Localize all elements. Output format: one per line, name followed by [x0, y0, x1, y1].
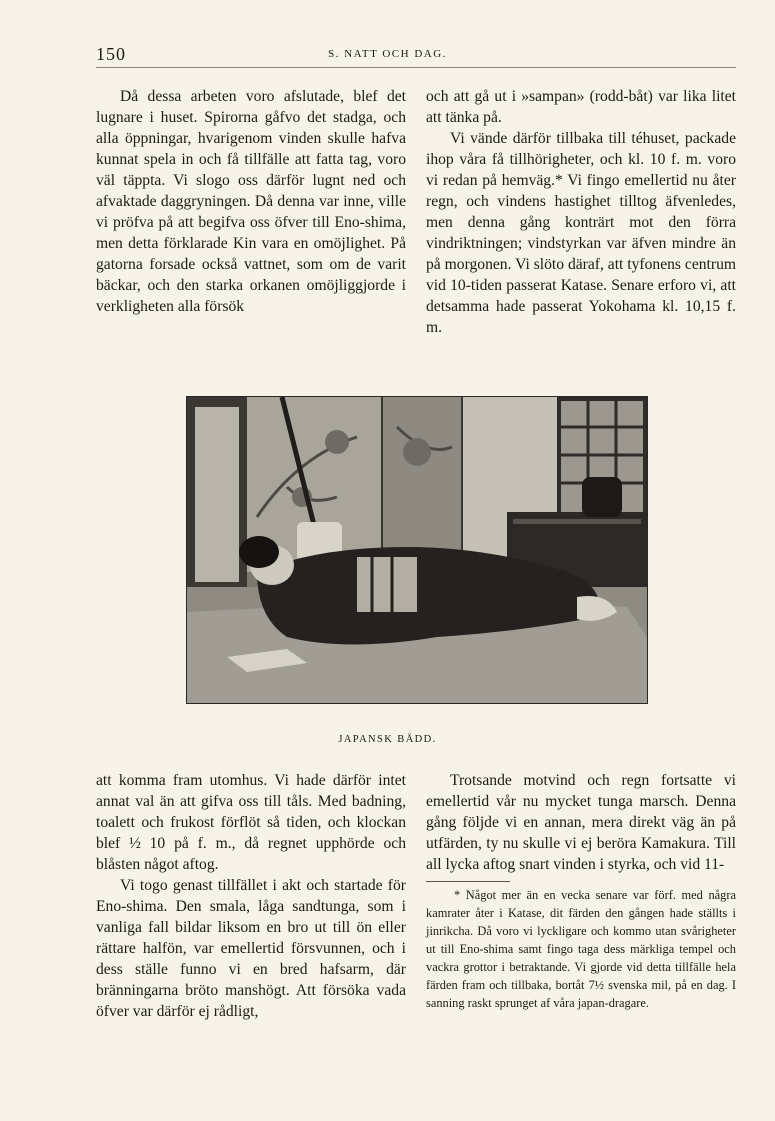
paragraph: Vi vände därför tillbaka till téhuset, packade ihop våra få tillhörigheter, och kl. 10 f. m. voro vi redan på hemväg.* Vi fingo emellertid nu åter regn, och vindens hastighet tilltog äfvenledes, men denna gång konträrt mot den förra vindriktningen; vindstyrkan var äfven mindre än på morgonen. Vi slöto däraf, att tyfonens centrum vid 10-tiden passerat Katase. Senare erforo vi, att detsamma hade passerat Yokohama kl. 10,15 f. m.: [426, 130, 736, 336]
hair: [239, 536, 279, 568]
left-paper-panel: [195, 407, 239, 582]
paragraph: att komma fram utomhus. Vi hade därför intet annat val än att gifva oss till tåls. Med badning, toalett och frukost förflöt så tiden, och klockan blef ½ 10 på f. m., då regnet upphörde och blåsten något aftog.: [96, 772, 406, 873]
paragraph: Trotsande motvind och regn fortsatte vi emellertid vår nu mycket tunga marsch. Denna gång följde vi en annan, mera direkt väg än på utfärden, ty nu skulle vi ej beröra Kamakura. Till all lycka aftog snart vinden i styrka, och vid 11-: [426, 772, 736, 873]
painted-screen-mid: [382, 397, 462, 572]
paragraph: Vi togo genast tillfället i akt och startade för Eno-shima. Den smala, låga sandtunga, som i vanliga fall bildar liksom en bro ut till ön eller rättare halfön, var emellertid försvunnen, och i dess ställe funno vi en bred hafsarm, där bränningarna bröto manshögt. Att försöka vada öfver var därför ej rådligt,: [96, 877, 406, 1020]
figure-caption: JAPANSK BÄDD.: [338, 734, 437, 745]
text-column-bottom-right: [426, 770, 736, 1012]
footnote-rule: [426, 881, 510, 882]
paragraph: Då dessa arbeten voro afslutade, blef det lugnare i huset. Spirorna gåfvo det stadga, och alla öppningar, hvarigenom vinden skulle hafva kunnat spela in och få tillfälle att fatta tag, voro väl täppta. Vi slogo oss därför lugnt ned och afvaktade daggryningen. Då denna var inne, ville vi pröfva på att begifva oss öfver till Eno-shima, men detta förklarade Kin vara en omöjlighet. På gatorna forsade också vattnet, som om de varit bäckar, och den starka orkanen omöjliggjorde i verkligheten alla försök: [96, 88, 406, 315]
footnote: * Något mer än en vecka senare var förf. med några kamrater åter i Katase, dit färden den gången hade ställts i jinrikcha. Då voro vi lyckligare och kommo utan svårigheter ut till Eno-shima samt fingo taga dess märkliga tempel och vackra grottor i betraktande. Vi gjorde vid detta tillfälle hela färden fram och tillbaka, bortåt 7½ svenska mil, på en dag. I sanning raskt sprunget af våra japan-dragare.: [426, 888, 736, 1010]
header-rule: [96, 67, 736, 68]
text-column-top-right: [426, 86, 736, 338]
photo-japanese-bed: [186, 396, 648, 704]
paragraph: och att gå ut i »sampan» (rodd-båt) var lika litet att tänka på.: [426, 88, 736, 126]
text-column-top-left: [96, 86, 406, 317]
text-column-bottom-left: [96, 770, 406, 1022]
obi-sash: [357, 557, 417, 612]
photo-illustration: [187, 397, 647, 703]
running-head: S. NATT OCH DAG.: [328, 48, 447, 60]
cabinet-ornament: [582, 477, 622, 517]
page-number: 150: [96, 44, 126, 64]
